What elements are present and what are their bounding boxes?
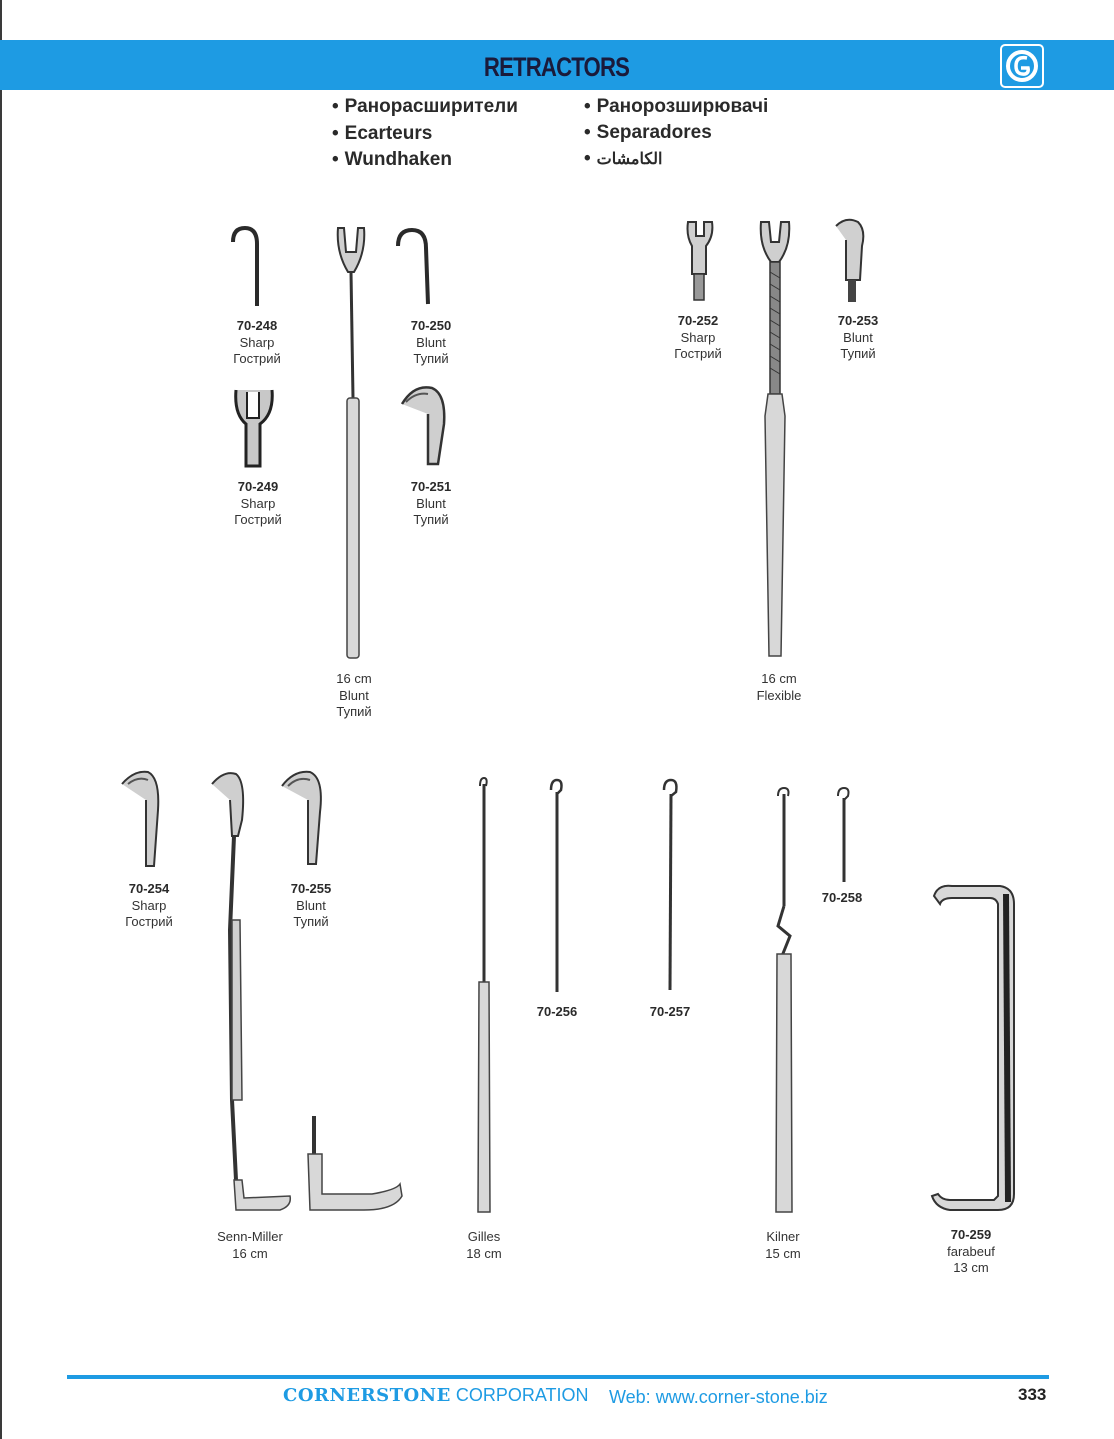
product-label-kilner: Kilner 15 cm <box>765 1229 801 1261</box>
retractor-hook-blunt-icon <box>392 226 437 306</box>
hook-70-256-icon <box>545 778 569 996</box>
senn-miller-blade-end-icon <box>304 1114 404 1216</box>
footer-divider <box>67 1375 1049 1379</box>
product-label-70-256: 70-256 <box>536 1004 578 1019</box>
header-bar <box>0 40 1114 90</box>
lang-item-fr: • Ecarteurs <box>332 123 433 144</box>
product-label-70-255: 70-255 Blunt Тупий <box>290 881 332 929</box>
product-label-70-258: 70-258 <box>821 890 863 905</box>
retractor-double-sharp-icon <box>118 770 162 874</box>
product-label-70-252: 70-252 Sharp Гострий <box>674 313 722 361</box>
retractor-hook-sharp-icon <box>225 224 270 308</box>
product-label-70-248: 70-248 Sharp Гострий <box>233 318 281 366</box>
farabeuf-retractor-icon <box>928 882 1022 1216</box>
product-label-gilles: Gilles 18 cm <box>466 1229 502 1261</box>
lang-item-de: • Wundhaken <box>332 149 452 170</box>
retractor-flexible-handle-icon <box>755 216 795 662</box>
lang-item-uk: • Ранорозширювачі <box>584 96 769 117</box>
product-label-handle-16cm-blunt: 16 cm Blunt Тупий <box>336 671 372 719</box>
product-label-70-257: 70-257 <box>649 1004 691 1019</box>
product-label-70-249: 70-249 Sharp Гострий <box>234 479 282 527</box>
page-border <box>0 0 2 1439</box>
retractor-tip-blunt-icon <box>832 216 868 306</box>
page-number: 333 <box>1018 1385 1047 1404</box>
footer-brand: CORNERSTONE CORPORATION <box>283 1385 589 1406</box>
kilner-hook-icon <box>770 786 798 1216</box>
product-label-70-254: 70-254 Sharp Гострий <box>125 881 173 929</box>
senn-miller-retractor-icon <box>208 770 294 1216</box>
retractor-fork-sharp-icon <box>228 384 280 468</box>
retractor-handle-icon <box>330 222 372 662</box>
hook-70-258-icon <box>834 786 854 884</box>
footer-web-link[interactable]: Web: www.corner-stone.biz <box>609 1387 828 1407</box>
product-label-70-251: 70-251 Blunt Тупий <box>410 479 452 527</box>
lang-item-ru: • Ранорасширители <box>332 96 518 117</box>
hook-70-257-icon <box>658 778 684 994</box>
lang-item-es: • Separadores <box>584 122 712 143</box>
product-label-handle-16cm-flexible: 16 cm Flexible <box>756 671 802 703</box>
gilles-hook-icon <box>472 776 496 1216</box>
company-logo-icon <box>1000 44 1044 88</box>
product-label-70-250: 70-250 Blunt Тупий <box>410 318 452 366</box>
retractor-rake-blunt-icon <box>398 384 450 468</box>
product-label-70-253: 70-253 Blunt Тупий <box>837 313 879 361</box>
lang-item-ar: • الكامشات <box>584 148 663 169</box>
product-label-70-259: 70-259 farabeuf 13 cm <box>947 1227 995 1275</box>
page-title: RETRACTORS <box>484 51 630 82</box>
retractor-tip-sharp-icon <box>682 216 718 306</box>
product-label-senn-miller: Senn-Miller 16 cm <box>217 1229 283 1261</box>
